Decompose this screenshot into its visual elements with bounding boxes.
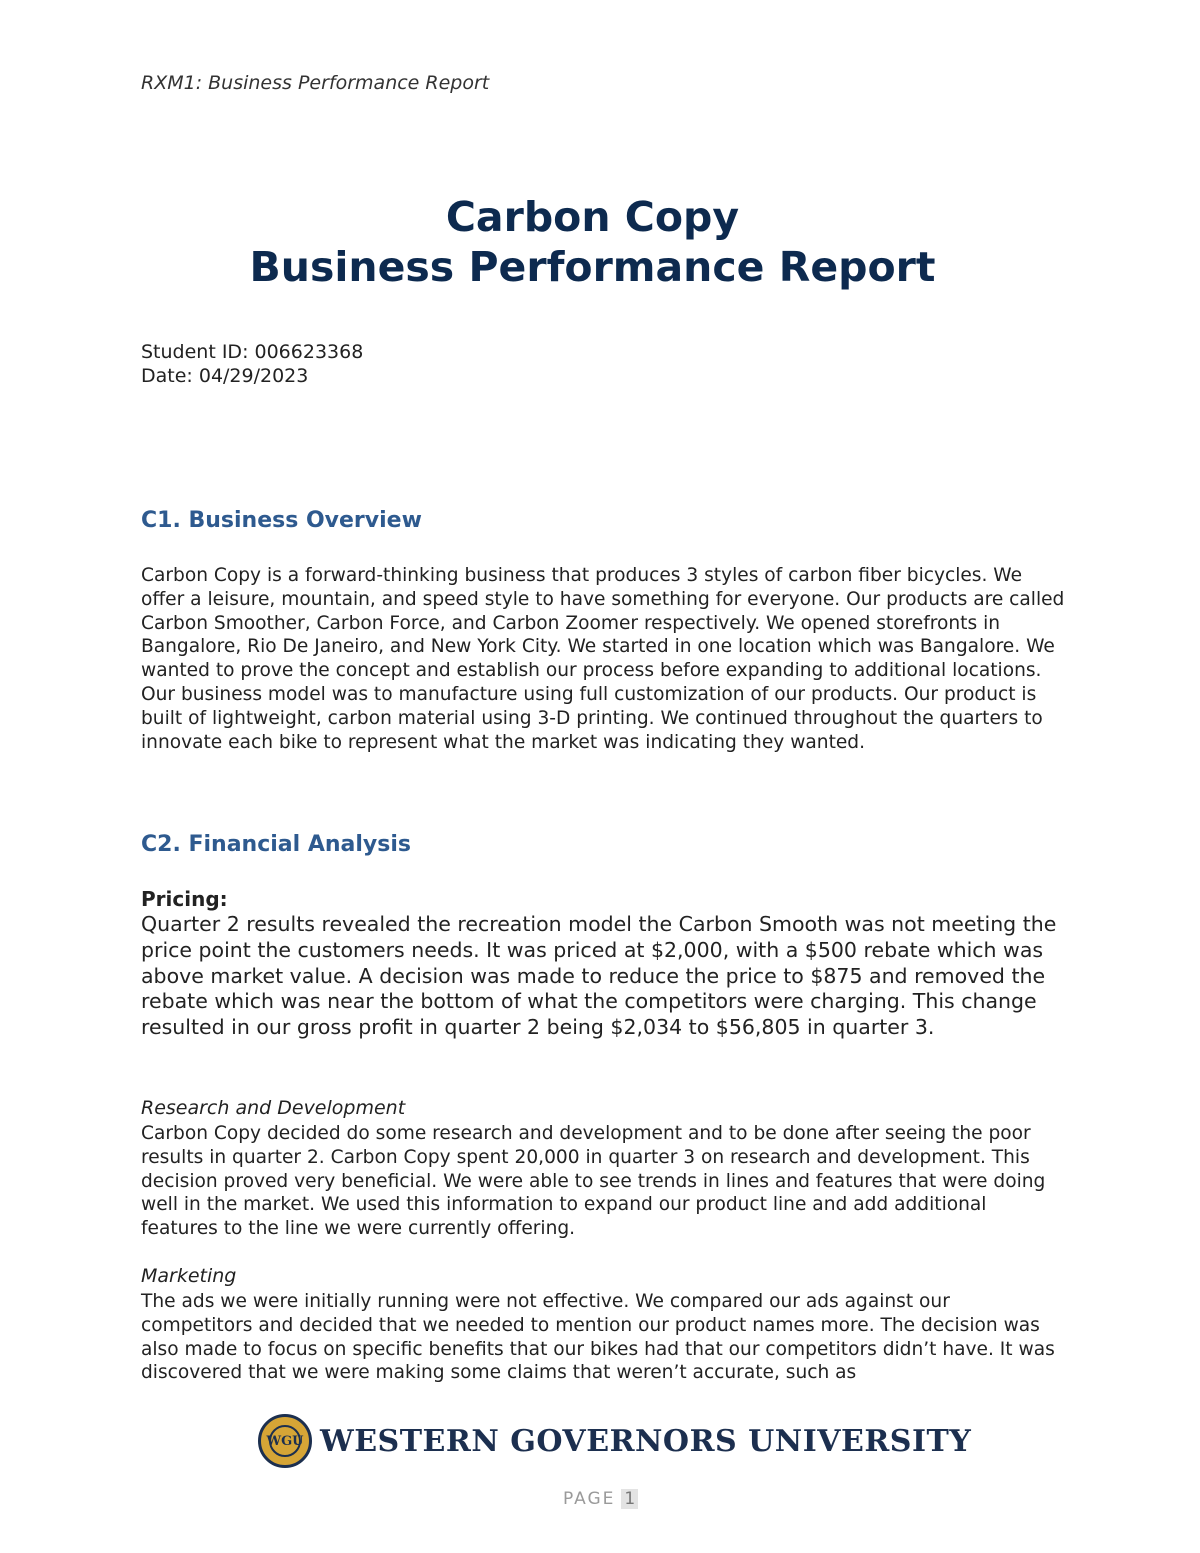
document-title <box>0 192 1185 292</box>
page-number <box>563 1489 638 1509</box>
page-number-value: 1 <box>621 1489 638 1509</box>
student-id: Student ID: 006623368 <box>141 341 364 363</box>
running-header: RXM1: Business Performance Report <box>141 72 490 94</box>
section-heading-overview: C1. Business Overview <box>141 508 422 533</box>
document-meta <box>141 340 363 388</box>
overview-paragraph: Carbon Copy is a forward-thinking business that produces 3 styles of carbon fiber bicycles. We offer a leisure, mountain, and speed style to have something for everyone. Our products are called Carbon Smoother, Carbon Force, and Carbon Zoomer respectively. We opened storefronts in Bangalore, Rio De Janeiro, and New York City. We started in one location which was Bangalore. We wanted to prove the concept and establish our process before expanding to additional locations. Our business model was to manufacture using full customization of our products. Our product is built of lightweight, carbon material using 3-D printing. We continued throughout the quarters to innovate each bike to represent what the market was indicating they wanted. <box>141 565 1065 753</box>
section-heading-financial: C2. Financial Analysis <box>141 832 411 857</box>
pricing-paragraph: Quarter 2 results revealed the recreation model the Carbon Smooth was not meeting the price point the customers needs. It was priced at $2,000, with a $500 rebate which was above market value. A decision was made to reduce the price to $875 and removed the rebate which was near the bottom of what the competitors were charging. This change resulted in our gross profit in quarter 2 being $2,034 to $56,805 in quarter 3. <box>141 912 1057 1040</box>
seal-monogram: WGU <box>269 1425 301 1457</box>
marketing-heading: Marketing <box>141 1265 237 1287</box>
pricing-heading: Pricing: <box>141 887 228 911</box>
title-line-1: Carbon Copy <box>445 193 740 241</box>
marketing-paragraph: The ads we were initially running were not effective. We compared our ads against our competitors and decided that we needed to mention our product names more. The decision was also made to focus on specific benefits that our bikes had that our competitors didn’t have. It was discovered that we were making some claims that weren’t accurate, such as <box>141 1291 1055 1384</box>
university-seal-icon <box>258 1414 312 1468</box>
university-logo <box>258 1411 971 1471</box>
report-date: Date: 04/29/2023 <box>141 365 309 387</box>
title-line-2: Business Performance Report <box>249 243 936 291</box>
university-wordmark: WESTERN GOVERNORS UNIVERSITY <box>320 1423 972 1459</box>
rd-paragraph: Carbon Copy decided do some research and development and to be done after seeing the poor results in quarter 2. Carbon Copy spent 20,000 in quarter 3 on research and development. This decision proved very beneficial. We were able to see trends in lines and features that were doing well in the market. We used this information to expand our product line and add additional features to the line we were currently offering. <box>141 1123 1046 1240</box>
page-label: PAGE <box>563 1489 616 1509</box>
rd-heading: Research and Development <box>141 1097 406 1119</box>
